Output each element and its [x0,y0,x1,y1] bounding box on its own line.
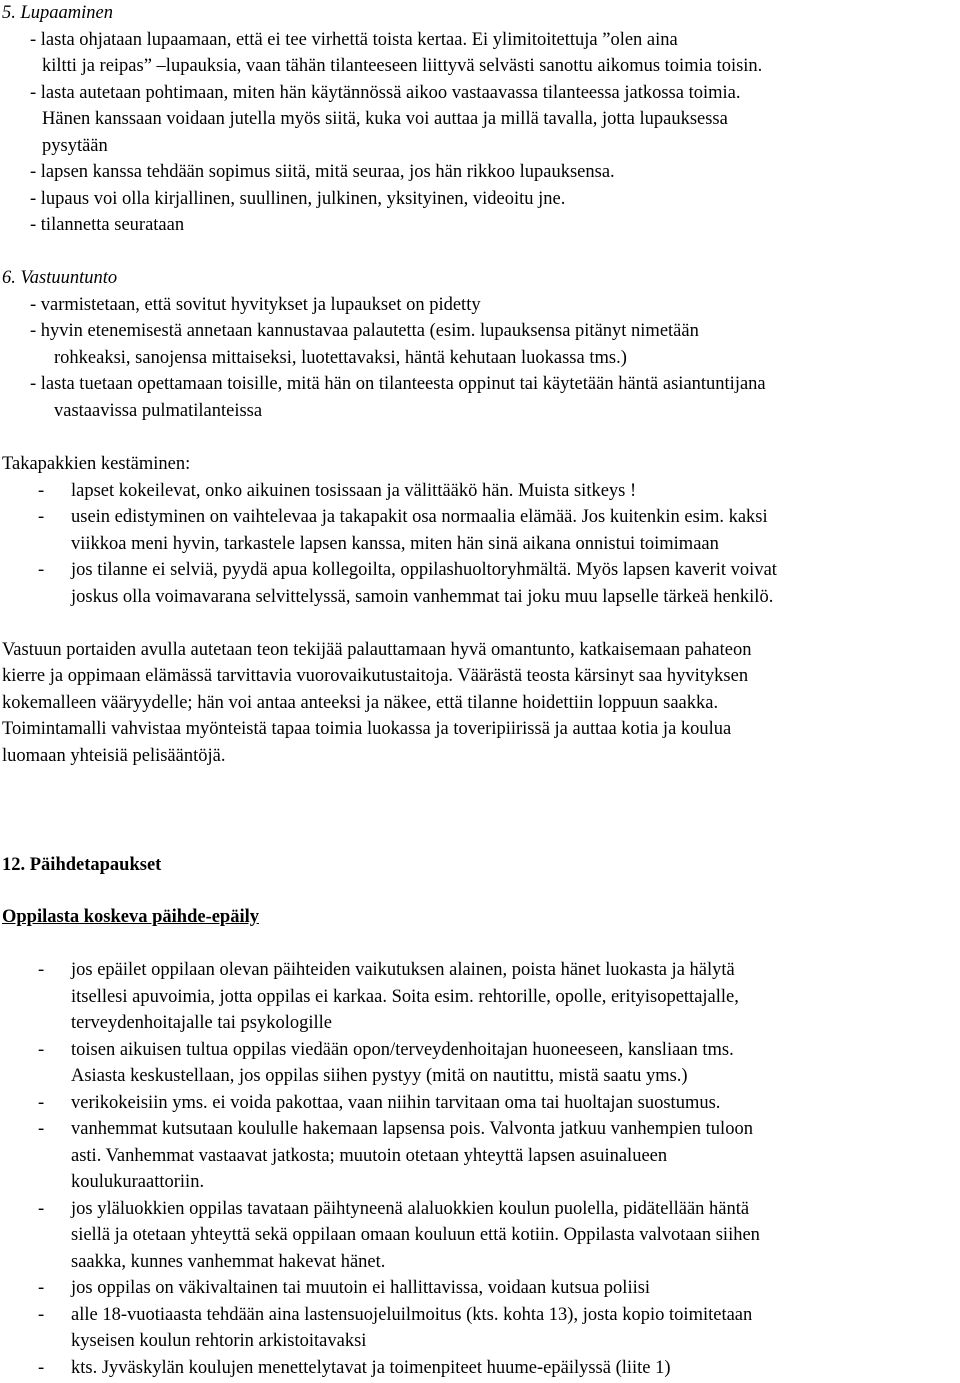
section-5-line: pysytään [42,136,108,156]
takapakit-line: usein edistyminen on vaihtelevaa ja takapakit osa normaalia elämää. Jos kuitenkin esim. kaksi [71,507,768,527]
section-12-line: vanhemmat kutsutaan koululle hakemaan lapsensa pois. Valvonta jatkuu vanhempien tuloon [71,1119,753,1139]
summary-line: Toimintamalli vahvistaa myönteistä tapaa toimia luokassa ja toveripiirissä ja auttaa kotia ja koulua [2,719,732,739]
section-6-line: - hyvin etenemisestä annetaan kannustavaa palautetta (esim. lupauksensa pitänyt nimetään [30,321,699,341]
section-6-line: rohkeaksi, sanojensa mittaiseksi, luotettavaksi, häntä kehutaan luokassa tms.) [54,348,627,368]
section-12-line: alle 18-vuotiaasta tehdään aina lastensuojeluilmoitus (kts. kohta 13), josta kopio toimitetaan [71,1305,753,1325]
takapakit-line: jos tilanne ei selviä, pyydä apua kollegoilta, oppilashuoltoryhmältä. Myös lapsen kaverit voivat [71,560,777,580]
section-12-line: Asiasta keskustellaan, jos oppilas siihen pystyy (mitä on nautittu, mistä saatu yms.) [71,1066,688,1086]
section-12-subheading: Oppilasta koskeva päihde-epäily [2,907,260,927]
summary-line: kierre ja oppimaan elämässä tarvittavia vuorovaikutustaitoja. Väärästä teosta kärsinyt saa hyvityksen [2,666,749,686]
section-12-line: toisen aikuisen tultua oppilas viedään opon/terveydenhoitajan huoneeseen, kansliaan tms. [71,1040,734,1060]
section-5-line: Hänen kanssaan voidaan jutella myös siitä, kuka voi auttaa ja millä tavalla, jotta lupauksessa [42,109,728,129]
section-5-line: - lasta autetaan pohtimaan, miten hän käytännössä aikoo vastaavassa tilanteessa jatkossa toimia. [30,83,741,103]
bullet-dash: - [38,1093,45,1113]
section-6-heading: 6. Vastuuntunto [2,268,118,288]
section-12-line: koulukuraattoriin. [71,1172,205,1192]
bullet-dash: - [38,1199,45,1219]
section-5-line: - lasta ohjataan lupaamaan, että ei tee virhettä toista kertaa. Ei ylimitoitettuja ”olen aina [30,30,678,50]
section-6-line: - varmistetaan, että sovitut hyvitykset ja lupaukset on pidetty [30,295,481,315]
takapakit-line: joskus olla voimavarana selvittelyssä, samoin vanhemmat tai joku muu lapselle tärkeä henkilö. [71,587,774,607]
bullet-dash: - [38,960,45,980]
takapakit-heading: Takapakkien kestäminen: [2,454,191,474]
bullet-dash: - [38,1040,45,1060]
section-12-line: siellä ja otetaan yhteyttä sekä oppilaan omaan kouluun että kotiin. Oppilasta valvotaan siihen [71,1225,760,1245]
takapakit-line: viikkoa meni hyvin, tarkastele lapsen kanssa, miten hän sinä aikana onnistui toimimaan [71,534,719,554]
bullet-dash: - [38,1119,45,1139]
bullet-dash: - [38,1305,45,1325]
section-6-line: - lasta tuetaan opettamaan toisille, mitä hän on tilanteesta oppinut tai käytetään häntä asiantuntijana [30,374,766,394]
section-12-line: verikokeisiin yms. ei voida pakottaa, vaan niihin tarvitaan oma tai huoltajan suostumus. [71,1093,721,1113]
section-12-line: kyseisen koulun rehtorin arkistoitavaksi [71,1331,367,1351]
section-12-line: terveydenhoitajalle tai psykologille [71,1013,332,1033]
summary-line: luomaan yhteisiä pelisääntöjä. [2,746,226,766]
bullet-dash: - [38,1358,45,1378]
summary-line: Vastuun portaiden avulla autetaan teon tekijää palauttamaan hyvä omantunto, katkaisemaan pahateon [2,640,752,660]
section-5-line: - tilannetta seurataan [30,215,185,235]
section-12-line: jos epäilet oppilaan olevan päihteiden vaikutuksen alainen, poista hänet luokasta ja hälytä [71,960,735,980]
section-5-line: - lupaus voi olla kirjallinen, suullinen, julkinen, yksityinen, videoitu jne. [30,189,566,209]
section-6-line: vastaavissa pulmatilanteissa [54,401,263,421]
section-12-line: asti. Vanhemmat vastaavat jatkosta; muutoin otetaan yhteyttä lapsen asuinalueen [71,1146,668,1166]
section-12-heading: 12. Päihdetapaukset [2,855,162,875]
bullet-dash: - [38,507,45,527]
summary-line: kokemalleen vääryydelle; hän voi antaa anteeksi ja näkee, että tilanne hoidettiin loppuun saakka. [2,693,719,713]
bullet-dash: - [38,481,45,501]
section-12-line: itsellesi apuvoimia, jotta oppilas ei karkaa. Soita esim. rehtorille, opolle, erityisopettajalle, [71,987,739,1007]
section-12-line: kts. Jyväskylän koulujen menettelytavat ja toimenpiteet huume-epäilyssä (liite 1) [71,1358,671,1378]
section-12-line: jos oppilas on väkivaltainen tai muutoin ei hallittavissa, voidaan kutsua poliisi [71,1278,651,1298]
takapakit-line: lapset kokeilevat, onko aikuinen tosissaan ja välittääkö hän. Muista sitkeys ! [71,481,637,501]
bullet-dash: - [38,560,45,580]
section-5-line: - lapsen kanssa tehdään sopimus siitä, mitä seuraa, jos hän rikkoo lupauksensa. [30,162,615,182]
section-5-line: kiltti ja reipas” –lupauksia, vaan tähän tilanteeseen liittyvä selvästi sanottu aikomus toimia toisin. [42,56,763,76]
section-12-line: saakka, kunnes vanhemmat hakevat hänet. [71,1252,386,1272]
bullet-dash: - [38,1278,45,1298]
section-5-heading: 5. Lupaaminen [2,3,113,23]
section-12-line: jos yläluokkien oppilas tavataan päihtyneenä alaluokkien koulun puolella, pidätellään häntä [71,1199,750,1219]
